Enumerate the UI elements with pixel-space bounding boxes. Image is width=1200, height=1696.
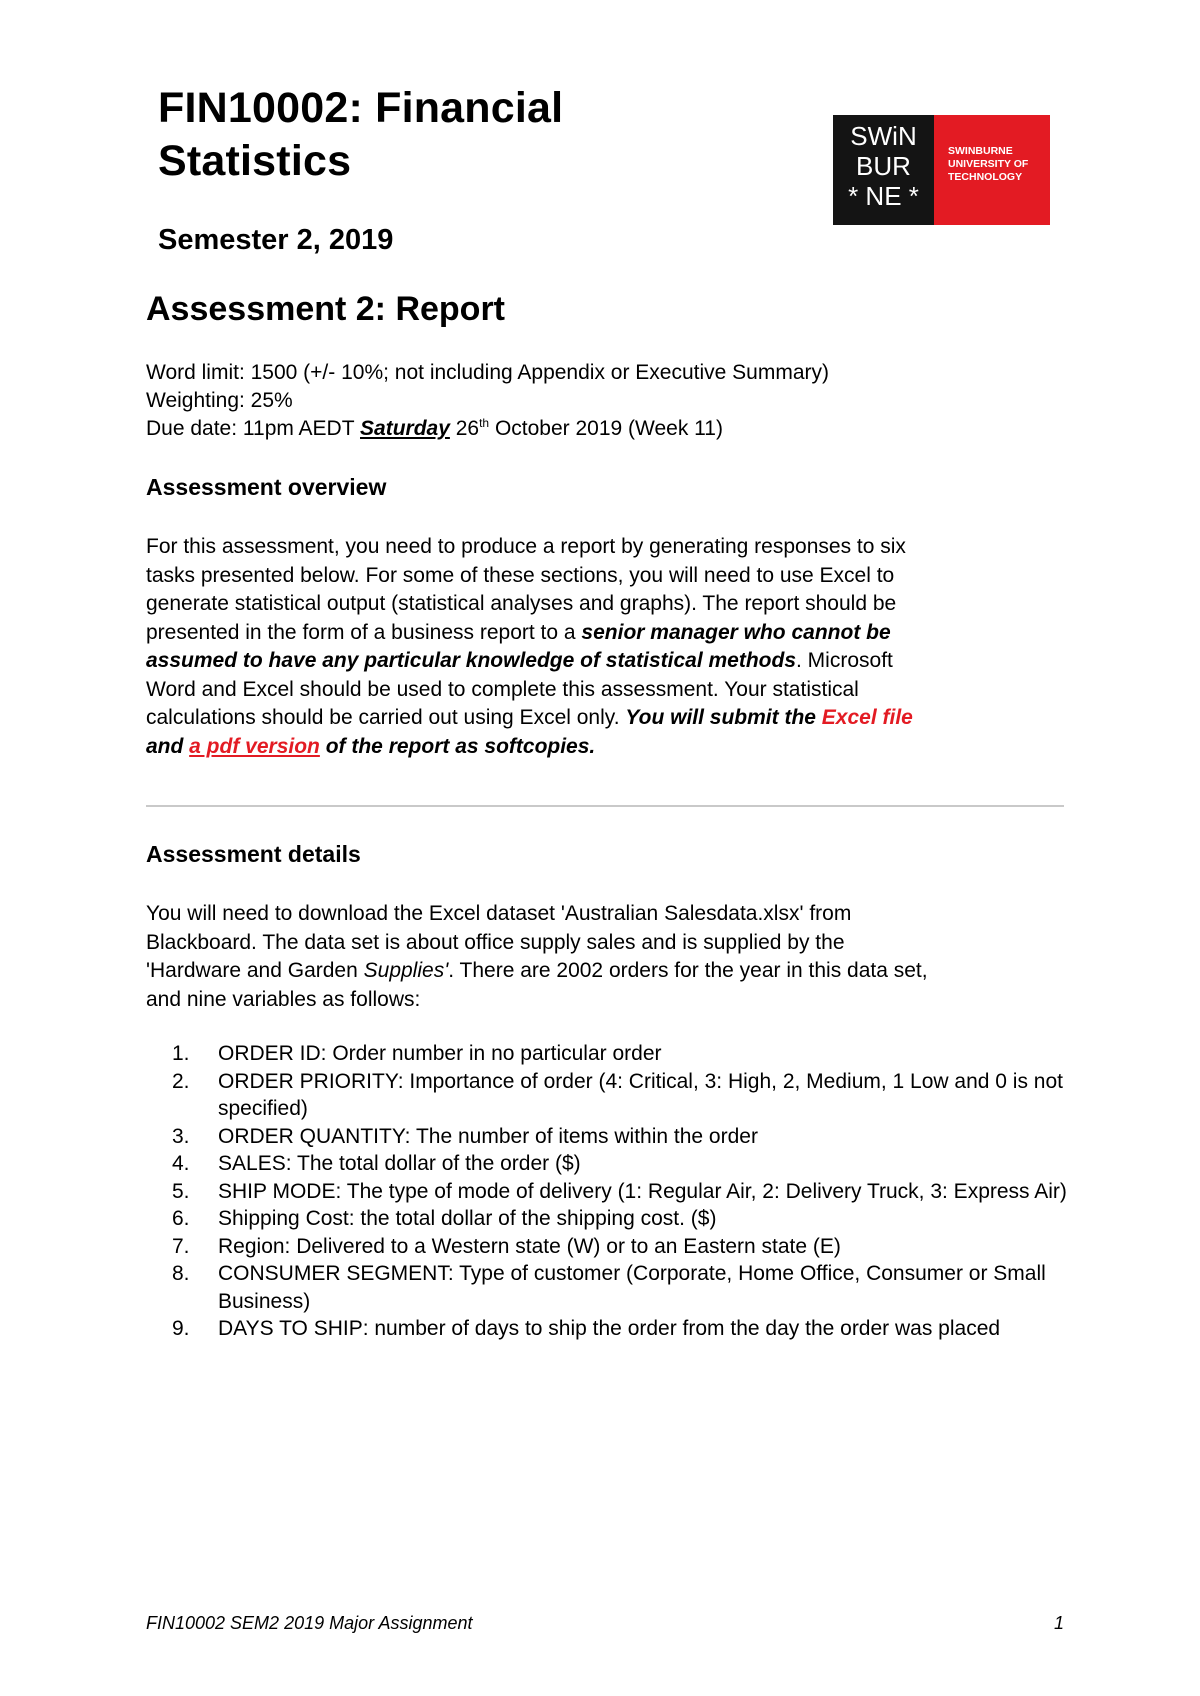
variable-number: 9. [172,1317,190,1340]
overview-emphasis: senior manager who cannot be [581,620,891,644]
overview-line: For this assessment, you need to produce a report by generating responses to six [146,535,906,558]
course-title-line1: FIN10002: Financial [158,84,564,132]
course-title-line2: Statistics [158,137,352,185]
variable-item [172,1068,1072,1123]
logo-mark-line2: BUR [856,151,911,181]
logo-name-line2: UNIVERSITY OF [948,158,1029,170]
details-line: You will need to download the Excel dataset 'Australian Salesdata.xlsx' from [146,902,852,925]
variable-item [172,1233,1072,1261]
variable-item [172,1123,1072,1151]
logo-mark-line1: SWiN [850,121,917,151]
variable-item [172,1315,1072,1343]
due-date [146,415,829,443]
variable-text: Shipping Cost: the total dollar of the shipping cost. ($) [218,1207,717,1230]
details-line [146,957,1076,986]
details-italic: Supplies' [363,959,449,982]
variable-number: 5. [172,1179,190,1203]
due-prefix: Due date: 11pm AEDT [146,417,361,440]
details-line: and nine variables as follows: [146,987,421,1011]
semester-label: Semester 2, 2019 [158,224,394,256]
overview-line: generate statistical output (statistical analyses and graphs). The report should be [146,592,897,615]
variable-text: SALES: The total dollar of the order ($) [218,1152,581,1175]
logo-name-line3: TECHNOLOGY [948,171,1023,183]
course-title [158,82,718,188]
variable-text: ORDER ID: Order number in no particular order [218,1042,662,1065]
variable-text: ORDER QUANTITY: The number of items within the order [218,1124,758,1148]
overview-emphasis: and [146,734,190,758]
section-divider [146,805,1064,807]
variable-text: CONSUMER SEGMENT: Type of customer (Corporate, Home Office, Consumer or Small Business) [218,1262,1046,1313]
variable-item [172,1040,1072,1068]
page-footer [146,1613,1064,1634]
logo-mark-line3: * NE * [848,181,919,211]
variable-item [172,1178,1072,1206]
footer-label: FIN10002 SEM2 2019 Major Assignment [146,1613,473,1633]
variable-item [172,1150,1072,1178]
variable-number: 7. [172,1234,190,1258]
variable-number: 1. [172,1042,190,1065]
details-text: . There are 2002 orders for the year in this data set, [448,959,928,982]
details-line: Blackboard. The data set is about office supply sales and is supplied by the [146,930,845,954]
overview-emphasis: of the report as softcopies. [319,734,596,758]
variable-item [172,1205,1072,1233]
overview-emphasis: You will submit the [625,706,822,729]
overview-line [146,704,1076,733]
variable-text: SHIP MODE: The type of mode of delivery (1: Regular Air, 2: Delivery Truck, 3: Express Air) [218,1179,1067,1203]
variable-text: DAYS TO SHIP: number of days to ship the order from the day the order was placed [218,1317,1001,1340]
due-date-num: 26 [449,417,480,440]
excel-file-emphasis: Excel file [821,706,913,729]
variable-number: 6. [172,1207,190,1230]
logo-name-line1: SWINBURNE [948,145,1013,157]
overview-text: . Microsoft [796,649,893,672]
overview-emphasis: assumed to have any particular knowledge of statistical methods [146,649,797,672]
swinburne-logo [833,115,1050,225]
word-limit: Word limit: 1500 (+/- 10%; not including Appendix or Executive Summary) [146,361,830,384]
pdf-version-emphasis: a pdf version [189,734,320,758]
variable-item [172,1260,1072,1315]
variable-number: 3. [172,1124,190,1148]
overview-text: presented in the form of a business report to a [146,620,582,644]
overview-line: Word and Excel should be used to complete this assessment. Your statistical [146,677,859,701]
overview-text: calculations should be carried out using Excel only. [146,706,626,729]
assessment-heading: Assessment 2: Report [146,290,506,328]
overview-heading: Assessment overview [146,474,387,500]
due-suffix: October 2019 (Week 11) [489,417,723,440]
details-paragraph [146,900,1076,1014]
overview-line: tasks presented below. For some of these sections, you will need to use Excel to [146,563,895,587]
overview-line [146,619,1076,648]
logo-mark [833,115,934,225]
due-sup: th [479,416,490,430]
details-heading: Assessment details [146,841,361,867]
due-day: Saturday [360,417,450,440]
page-number: 1 [1053,1613,1064,1633]
variable-number: 4. [172,1152,190,1175]
weighting: Weighting: 25% [146,389,293,412]
assessment-meta [146,359,829,443]
variable-list [172,1040,1072,1343]
variable-text: Region: Delivered to a Western state (W) or to an Eastern state (E) [218,1234,841,1258]
logo-wordmark [934,115,1050,225]
overview-paragraph [146,533,1076,761]
overview-line [146,647,1076,676]
variable-text: ORDER PRIORITY: Importance of order (4: Critical, 3: High, 2, Medium, 1 Low and 0 is not specified) [218,1069,1063,1120]
variable-number: 2. [172,1069,190,1093]
variable-number: 8. [172,1262,190,1285]
overview-line [146,733,1076,762]
details-text: 'Hardware and Garden [146,959,364,982]
